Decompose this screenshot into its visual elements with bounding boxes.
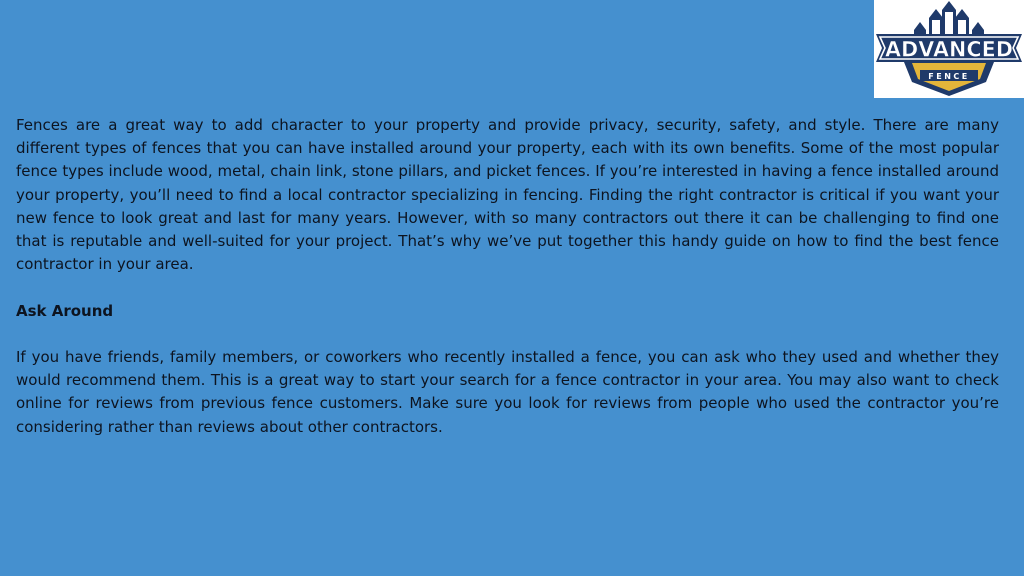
intro-paragraph: Fences are a great way to add character to your property and provide privacy, security, safety, and style. There are many different types of fences that you can have installed around your property, each with its own benefits. Some of the most popular fence types include wood, metal, chain link, stone pillars, and picket fences. If you’re interested in having a fence installed around your property, you’ll need to find a local contractor specializing in fencing. Finding the right contractor is critical if you want your new fence to look great and last for many years. However, with so many contractors out there it can be challenging to find one that is reputable and well-suited for your project. That’s why we’ve put together this handy guide on how to find the best fence contractor in your area. bbox=[16, 116, 999, 274]
ask-around-paragraph: If you have friends, family members, or coworkers who recently installed a fence, you can ask who they used and whether they would recommend them. This is a great way to start your search for a fence contractor in your area. You may also want to check online for reviews from previous fence customers. Make sure you look for reviews from people who used the contractor you’re considering rather than reviews about other contractors. bbox=[16, 348, 999, 436]
advanced-fence-logo bbox=[874, 0, 1024, 98]
fence-logo-icon bbox=[874, 0, 1024, 98]
logo-sub-text: FENCE bbox=[928, 72, 970, 81]
section-heading-ask-around: Ask Around bbox=[16, 301, 114, 320]
document-body bbox=[16, 114, 999, 439]
logo-brand-text: ADVANCED bbox=[885, 37, 1013, 62]
